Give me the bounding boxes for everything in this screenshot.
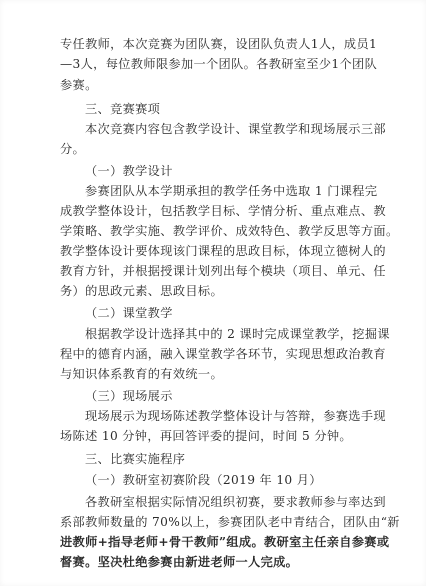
text-line: 与知识体系教育的有效统一。: [60, 367, 223, 381]
text-line: 程中的德育内涵，融入课堂教学各环节，实现思想政治教育: [60, 347, 386, 361]
text-line: 督赛。坚决杜绝参赛由新进老师一人完成。: [60, 555, 299, 569]
text-line: 根据教学设计选择其中的 2 课时完成课堂教学，挖掘课: [85, 327, 390, 341]
subsection-heading: （一）教研室初赛阶段（2019 年 10 月）: [85, 473, 322, 487]
subsection-heading: （一）教学设计: [85, 164, 173, 178]
text-line: 成教学整体设计，包括教学目标、学情分析、重点难点、教: [60, 204, 386, 218]
text-line: 本次竞赛内容包含教学设计、课堂教学和现场展示三部: [85, 122, 386, 136]
text-line: 分。: [60, 142, 86, 156]
text-line: 参赛。: [60, 78, 98, 92]
subsection-heading: （三）现场展示: [85, 389, 173, 403]
text-line: 教学整体设计要体现该门课程的思政目标，体现立德树人的: [60, 244, 386, 258]
text-line: 现场展示为现场陈述教学整体设计与答辩，参赛选手现: [85, 409, 386, 423]
text-line: 场陈述 10 分钟，再回答评委的提问，时间 5 分钟。: [60, 429, 352, 443]
text-line: 务）的思政元素、思政目标。: [60, 284, 223, 298]
section-heading: 三、比赛实施程序: [85, 452, 186, 466]
subsection-heading: （二）课堂教学: [85, 306, 173, 320]
text-line: 参赛团队从本学期承担的教学任务中选取 1 门课程完: [85, 184, 378, 198]
text-line: 系部教师数量的 70%以上，参赛团队老中青结合，团队由“新: [60, 515, 400, 529]
text-line: 专任教师，本次竞赛为团队赛，设团队负责人1人，成员1: [60, 37, 378, 51]
text-line: 学策略、教学实施、教学评价、成效特色、教学反思等方面。: [60, 224, 399, 238]
text-line: 教育方针，并根据授课计划列出每个模块（项目、单元、任: [60, 264, 386, 278]
text-line: —3人，每位教师限参加一个团队。各教研室至少1个团队: [60, 57, 378, 71]
section-heading: 三、竞赛赛项: [85, 102, 161, 116]
text-line: 进教师+指导老师+骨干教师”组成。教研室主任亲自参赛或: [60, 535, 390, 549]
text-line: 各教研室根据实际情况组织初赛，要求教师参与率达到: [85, 495, 386, 509]
